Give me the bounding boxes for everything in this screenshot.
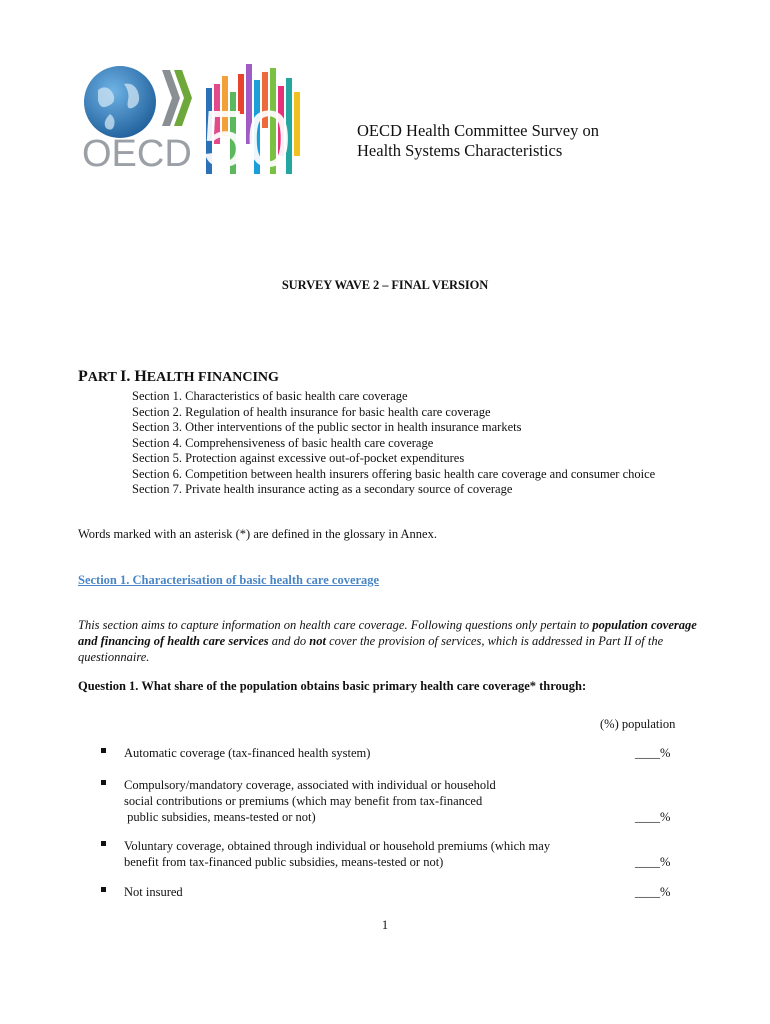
oecd-wordmark: OECD (82, 133, 192, 174)
page-number: 1 (381, 918, 389, 932)
bullet-icon (100, 841, 108, 849)
section-item: Section 4. Comprehensiveness of basic health care coverage (132, 435, 434, 450)
glossary-note: Words marked with an asterisk (*) are defined in the glossary in Annex. (78, 527, 437, 541)
answer-blank[interactable]: ____% (635, 855, 671, 869)
option-compulsory: Compulsory/mandatory coverage, associated with individual or household social contributions or premiums (which may benefit from tax-financed public subsidies, means-tested or not) (124, 778, 496, 824)
part-heading: PART I. HEALTH FINANCING (78, 368, 279, 385)
oecd-50-logo (80, 62, 310, 174)
section-item: Section 3. Other interventions of the public sector in health insurance markets (132, 420, 522, 434)
answer-blank[interactable]: ____% (635, 885, 671, 899)
section-item: Section 5. Protection against excessive out-of-pocket expenditures (132, 451, 465, 465)
title-line-2: Health Systems Characteristics (357, 141, 563, 160)
section-1-link[interactable]: Section 1. Characterisation of basic health care coverage (78, 573, 380, 587)
option-voluntary: Voluntary coverage, obtained through individual or household premiums (which may benefit from tax-financed public subsidies, means-tested or not) (124, 839, 551, 869)
answer-blank[interactable]: ____% (635, 810, 671, 824)
section-list (132, 389, 702, 498)
bullet-icon (100, 780, 108, 788)
option-automatic: Automatic coverage (tax-financed health system) (124, 746, 371, 760)
column-header: (%) population (600, 717, 676, 731)
section-item: Section 1. Characteristics of basic health care coverage (132, 389, 408, 403)
option-not-insured: Not insured (124, 885, 183, 899)
answer-blank[interactable]: ____% (635, 746, 671, 760)
question-1: Question 1. What share of the population obtains basic primary health care coverage* through: (78, 679, 587, 693)
section-item: Section 2. Regulation of health insurance for basic health care coverage (132, 404, 491, 419)
bullet-icon (100, 748, 108, 756)
document-title (357, 121, 599, 161)
section-item: Section 6. Competition between health insurers offering basic health care coverage and consumer choice (132, 466, 656, 481)
title-line-1: OECD Health Committee Survey on (357, 121, 599, 140)
survey-wave-label: SURVEY WAVE 2 – FINAL VERSION (281, 278, 489, 292)
fifty-numeral: 50 (202, 94, 291, 174)
bullet-icon (100, 887, 108, 895)
section-intro: This section aims to capture information on health care coverage. Following questions only pertain to population coverage and financing of health care services and do not cover the provision of services, which is addressed in Part II of the questionnaire. (78, 618, 697, 664)
section-item: Section 7. Private health insurance acting as a secondary source of coverage (132, 482, 513, 496)
